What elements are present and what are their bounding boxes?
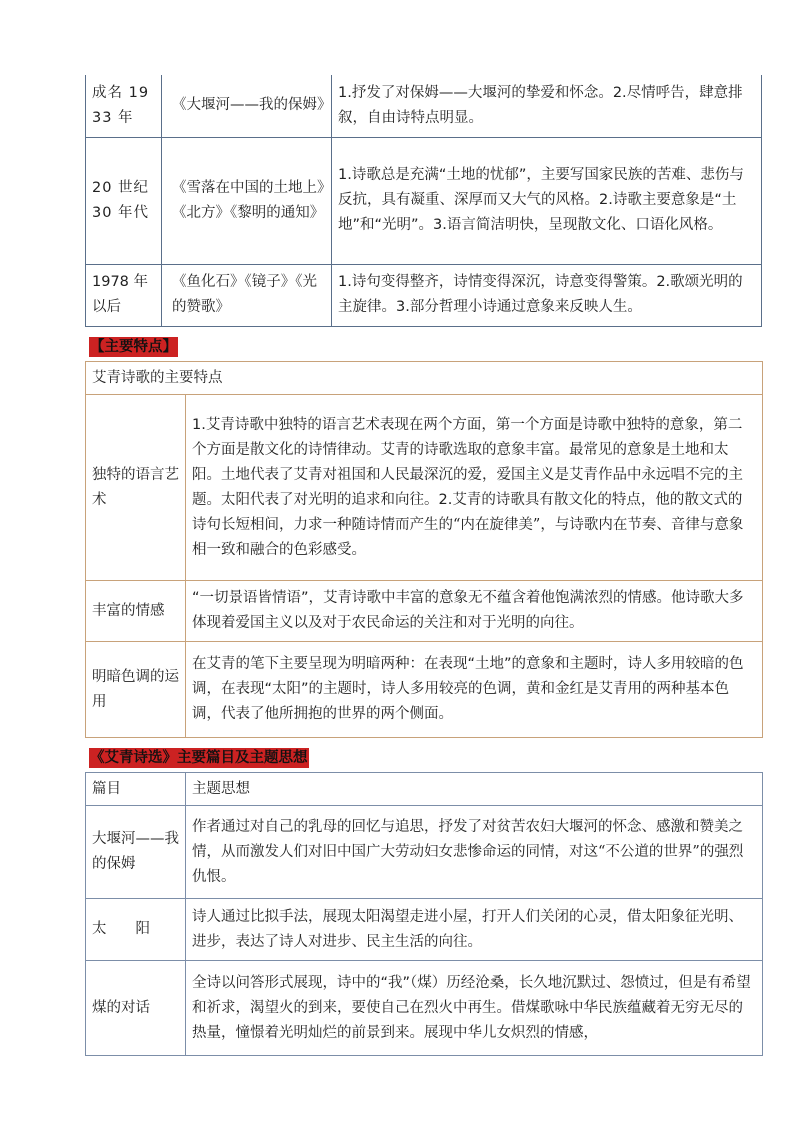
table-row <box>86 642 763 738</box>
work-title: 大堰河——我的保姆 <box>86 806 186 899</box>
feature-text: 在艾青的笔下主要呈现为明暗两种：在表现“土地”的意象和主题时，诗人多用较暗的色调，在表现“太阳”的主题时，诗人多用较亮的色调，黄和金红是艾青用的两种基本色调，代表了他所拥抱的世界的两个侧面。 <box>186 642 763 738</box>
feature-text: “一切景语皆情语”，艾青诗歌中丰富的意象无不蕴含着他饱满浓烈的情感。他诗歌大多体现着爱国主义以及对于农民命运的关注和对于光明的向往。 <box>186 581 763 642</box>
table-row <box>86 773 763 806</box>
works-cell: 《大堰河——我的保姆》 <box>162 75 332 137</box>
table-row <box>86 581 763 642</box>
section-heading-main-features: 【主要特点】 <box>90 339 177 355</box>
timeline-table <box>85 75 762 327</box>
work-title: 煤的对话 <box>86 961 186 1056</box>
feature-quote: “内在旋律美” <box>453 516 541 533</box>
work-theme-part: 作者通过对自己的乳母的回忆与追思，抒发了对贫苦农妇大堰河的怀念、感激和赞美之情，从而激发人们对旧中国广大劳动妇女悲惨命运的同情，对这 <box>192 818 743 860</box>
work-theme: 诗人通过比拟手法，展现太阳渴望走进小屋，打开人们关闭的心灵，借太阳象征光明、进步，表达了诗人对进步、民主生活的向往。 <box>186 899 763 961</box>
work-theme <box>186 806 763 899</box>
section-heading-main-works: 《艾青诗选》主要篇目及主题思想 <box>90 750 308 766</box>
column-header-theme: 主题思想 <box>186 773 763 806</box>
table-row <box>86 899 763 961</box>
feature-text <box>186 395 763 581</box>
table-row <box>86 395 763 581</box>
column-header-title: 篇目 <box>86 773 186 806</box>
table-title: 艾青诗歌的主要特点 <box>86 362 763 395</box>
table-row <box>86 362 763 395</box>
feature-label: 独特的语言艺术 <box>86 395 186 581</box>
table-row <box>86 75 762 137</box>
works-cell: 《鱼化石》《镜子》《光的赞歌》 <box>162 264 332 326</box>
table-row <box>86 961 763 1056</box>
table-row <box>86 264 762 326</box>
works-cell: 《雪落在中国的土地上》《北方》《黎明的通知》 <box>162 137 332 264</box>
features-cell: 1.抒发了对保姆——大堰河的挚爱和怀念。2.尽情呼告，肆意排叙，自由诗特点明显。 <box>332 75 762 137</box>
work-theme-part: 的强烈仇恨。 <box>192 843 744 885</box>
features-cell: 1.诗歌总是充满“土地的忧郁”，主要写国家民族的苦难、悲伤与反抗，具有凝重、深厚而又大气的风格。2.诗歌主要意象是“土地”和“光明”。3.语言简洁明快，呈现散文化、口语化风格。 <box>332 137 762 264</box>
period-cell: 1978 年以后 <box>86 264 162 326</box>
period-cell: 20 世纪 30 年代 <box>86 137 162 264</box>
feature-text-part: ，与诗歌内在节奏、音律与意象相一致和融合的色彩感受。 <box>192 516 744 558</box>
work-theme-quote: “不公道的世界” <box>598 843 700 860</box>
works-table <box>85 772 763 1056</box>
work-title: 太 阳 <box>86 899 186 961</box>
feature-label: 丰富的情感 <box>86 581 186 642</box>
feature-text-part: 1.艾青诗歌中独特的语言艺术表现在两个方面，第一个方面是诗歌中独特的意象，第二个方面是散文化的诗情律动。艾青的诗歌选取的意象丰富。最常见的意象是土地和太阳。土地代表了艾青对祖国和人民最深沉的爱，爱国主义是艾青作品中永远唱不完的主题。太阳代表了对光明的追求和向往。2.艾青的诗歌具有散文化的特点，他的散文式的诗句长短相间，力求一种随诗情而产生的 <box>192 416 743 533</box>
table-row <box>86 137 762 264</box>
feature-label: 明暗色调的运用 <box>86 642 186 738</box>
work-theme: 全诗以问答形式展现，诗中的“我”（煤）历经沧桑，长久地沉默过、怨愤过，但是有希望和祈求，渴望火的到来，要使自己在烈火中再生。借煤歌咏中华民族蕴藏着无穷无尽的热量，憧憬着光明灿烂的前景到来。展现中华儿女炽烈的情感， <box>186 961 763 1056</box>
table-row <box>86 806 763 899</box>
features-table <box>85 361 763 738</box>
features-cell: 1.诗句变得整齐，诗情变得深沉，诗意变得警策。2.歌颂光明的主旋律。3.部分哲理小诗通过意象来反映人生。 <box>332 264 762 326</box>
period-cell: 成名 1933 年 <box>86 75 162 137</box>
